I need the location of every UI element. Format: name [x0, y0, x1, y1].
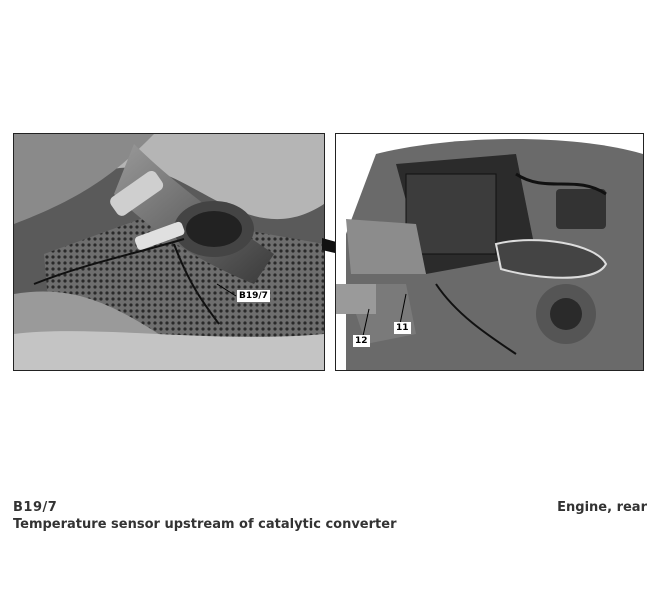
engine-photo-image [336, 134, 643, 370]
callout-b19-7: B19/7 [239, 291, 268, 301]
detail-photo [13, 133, 325, 371]
component-code: B19/7 [13, 500, 58, 515]
callout-11: 11 [396, 323, 409, 333]
component-description: Temperature sensor upstream of catalytic converter [13, 517, 397, 532]
view-label: Engine, rear [557, 500, 647, 515]
callout-12: 12 [355, 336, 368, 346]
engine-photo [335, 133, 644, 371]
detail-photo-image [14, 134, 324, 370]
